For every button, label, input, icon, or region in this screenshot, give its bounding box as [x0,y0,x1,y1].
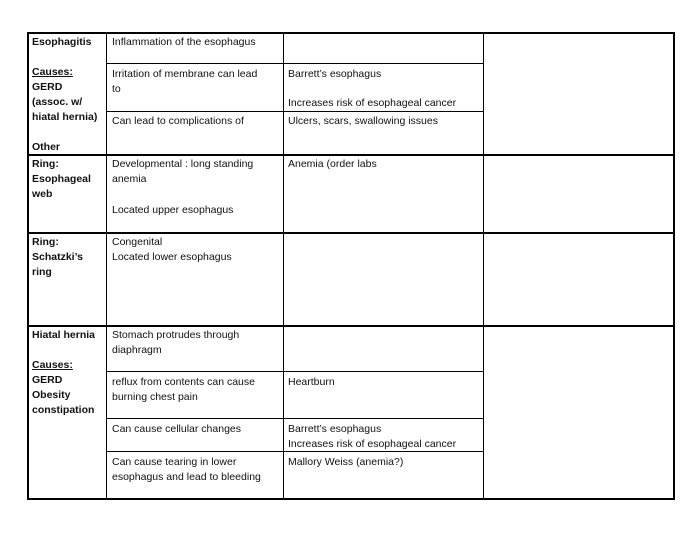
causes-label: Causes: [32,66,73,78]
column-divider-3 [483,33,484,499]
description-cell: reflux from contents can cause burning chest pain [112,376,255,403]
causes-list: GERD (assoc. w/ hiatal hernia) [32,81,98,123]
table-border-top [27,32,675,34]
related-cell: Barrett’s esophagus Increases risk of esophageal cancer [288,423,457,450]
related-cell: Heartburn [288,376,335,388]
related-cell: Ulcers, scars, swallowing issues [288,115,438,127]
description-cell: Irritation of membrane can lead to [112,68,258,95]
column-divider-1 [106,33,107,499]
related-note: Increases risk of esophageal cancer [288,97,457,109]
description-cell: Can cause tearing in lower esophagus and lead to bleeding [112,456,261,483]
causes-label: Causes: [32,359,73,371]
description-cell: Congenital Located lower esophagus [112,236,232,263]
description-cell: Stomach protrudes through diaphragm [112,329,240,356]
sub-row-divider [106,418,484,419]
row-divider [27,325,675,327]
table-border-left [27,32,29,500]
table-border-bottom [27,498,675,500]
related-cell: Barrett’s esophagus [288,68,382,80]
description-cell: Inflammation of the esophagus [112,36,256,48]
sub-row-divider [106,63,484,64]
condition-title: Hiatal hernia [32,329,96,341]
table-border-right [673,32,675,500]
sub-row-divider [106,371,484,372]
condition-title: Ring: Esophageal web [32,158,91,200]
row-divider [27,154,675,156]
description-cell: Developmental : long standing anemia [112,158,254,185]
related-cell: Anemia (order labs [288,158,377,170]
row-divider [27,232,675,234]
description-cell: Can cause cellular changes [112,423,241,435]
other-label: Other [32,141,61,153]
causes-list: GERD Obesity constipation [32,374,95,416]
related-cell: Mallory Weiss (anemia?) [288,456,404,468]
sub-row-divider [106,111,484,112]
condition-title: Ring: Schatzki’s ring [32,236,83,278]
column-divider-2 [283,33,284,499]
condition-title: Esophagitis [32,36,92,48]
location-cell: Located upper esophagus [112,204,234,216]
description-cell: Can lead to complications of [112,115,244,127]
